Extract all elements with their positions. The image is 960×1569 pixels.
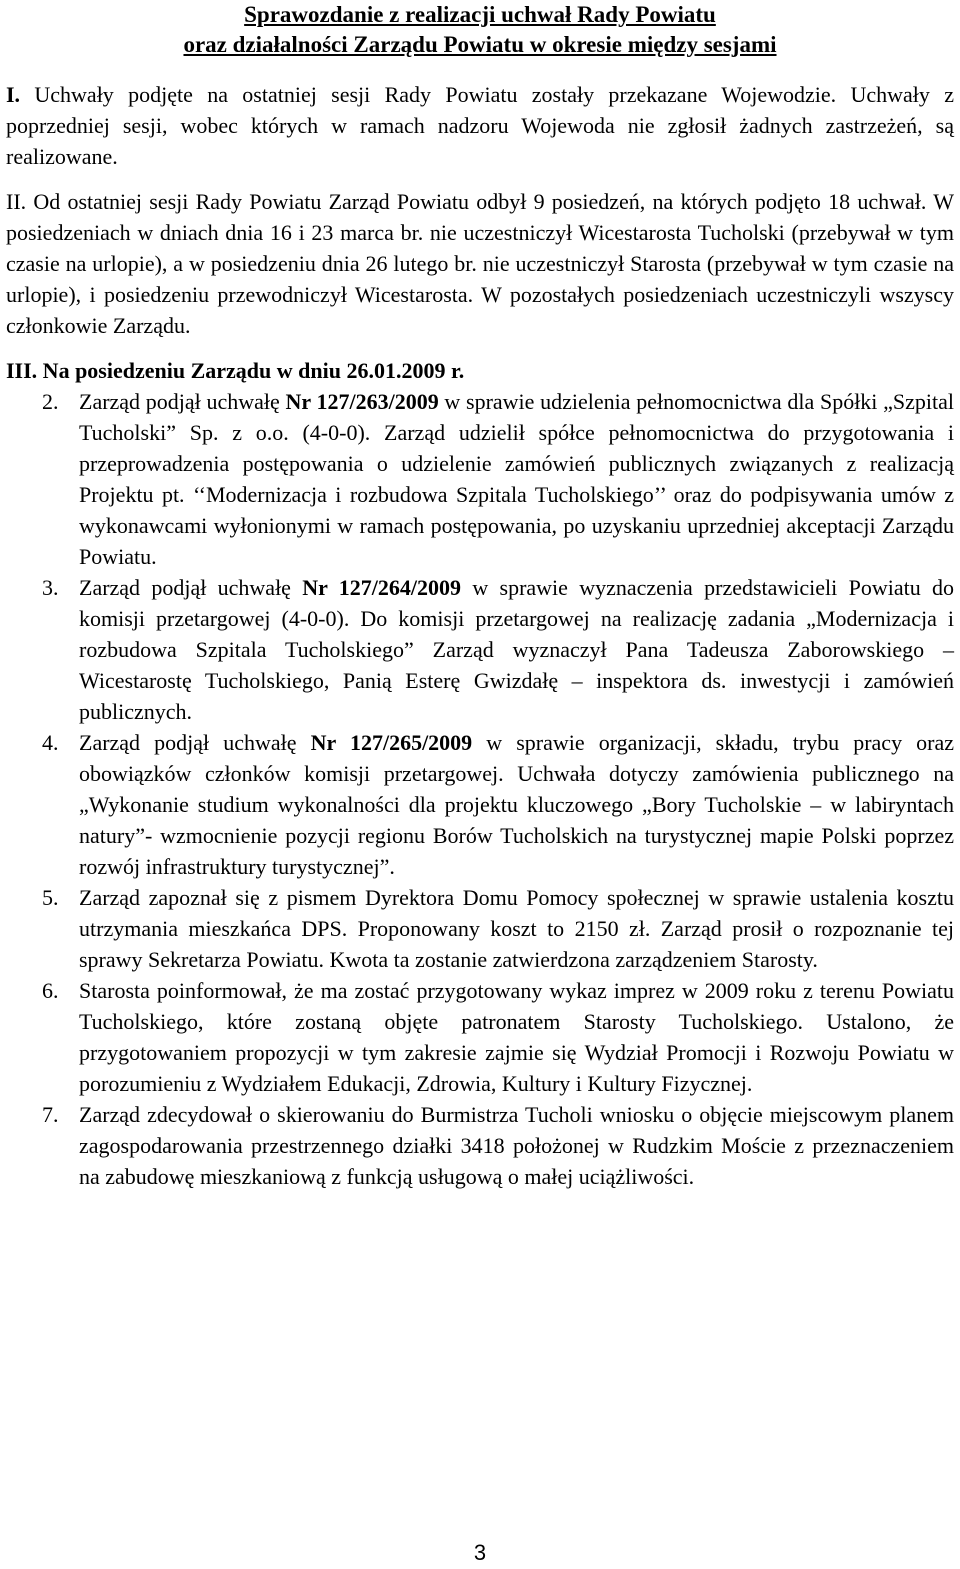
item-text: Zarząd podjął uchwałę: [79, 575, 303, 600]
item-number: 3.: [42, 575, 59, 600]
resolution-number: Nr 127/264/2009: [302, 575, 462, 600]
title-line-1: Sprawozdanie z realizacji uchwał Rady Powiatu: [244, 2, 716, 27]
item-text-rest: w sprawie udzielenia pełnomocnictwa dla Spółki „Szpital Tucholski” Sp. z o.o. (4-0-0). Zarząd udzielił spółce pełnomocnictwa do przygotowania i przeprowadzenia postępowania o udzielenie zamówień publicznych związanych z realizacją Projektu pt. ‘‘Modernizacja i rozbudowa Szpitala Tucholskiego’’ oraz do podpisywania umów z wykonawcami wyłonionymi w ramach postępowania, po uzyskaniu uprzedniej akceptacji Zarządu Powiatu.: [79, 389, 955, 569]
item-number: 4.: [42, 730, 59, 755]
item-number: 5.: [42, 885, 59, 910]
resolution-number: Nr 127/263/2009: [285, 389, 439, 414]
list-item: [6, 1099, 954, 1192]
section-3-heading: III. Na posiedzeniu Zarządu w dniu 26.01.2009 r.: [6, 358, 465, 383]
list-item: [6, 386, 954, 572]
resolution-number: Nr 127/265/2009: [310, 730, 473, 755]
list-item: [6, 727, 954, 882]
item-text-rest: w sprawie wyznaczenia przedstawicieli Powiatu do komisji przetargowej (4-0-0). Do komisji przetargowej na realizację zadania „Modernizacja i rozbudowa Szpitala Tucholskiego” Zarząd wyznaczył Pana Tadeusza Zaborowskiego – Wicestarostę Tucholskiego, Panią Esterę Gwizdałę – inspektora ds. inwestycji i zamówień publicznych.: [79, 575, 954, 724]
item-text: Starosta poinformował, że ma zostać przygotowany wykaz imprez w 2009 roku z terenu Powiatu Tucholskiego, które zostaną objęte patronatem Starosty Tucholskiego. Ustalono, że przygotowaniem propozycji w tym zakresie zajmie się Wydział Promocji i Rozwoju Powiatu w porozumieniu z Wydziałem Edukacji, Zdrowia, Kultury i Kultury Fizycznej.: [79, 978, 954, 1096]
title-line-2: oraz działalności Zarządu Powiatu w okresie między sesjami: [183, 32, 777, 57]
item-number: 6.: [42, 978, 59, 1003]
section-1: [6, 79, 954, 172]
section-3-items: [6, 386, 954, 1192]
list-item: [6, 882, 954, 975]
section-1-label: I.: [6, 82, 21, 107]
document-title: [6, 0, 954, 60]
list-item: [6, 572, 954, 727]
item-text: Zarząd zapoznał się z pismem Dyrektora Domu Pomocy społecznej w sprawie ustalenia kosztu utrzymania mieszkańca DPS. Proponowany koszt to 2150 zł. Zarząd prosił o rozpoznanie tej sprawy Sekretarza Powiatu. Kwota ta zostanie zatwierdzona zarządzeniem Starosty.: [79, 885, 954, 972]
item-text-rest: w sprawie organizacji, składu, trybu pracy oraz obowiązków członków komisji przetargowej. Uchwała dotyczy zamówienia publicznego na „Wykonanie studium wykonalności dla projektu kluczowego „Bory Tucholskie – w labiryntach natury”- wzmocnienie pozycji regionu Borów Tucholskich na turystycznej mapie Polski poprzez rozwój infrastruktury turystycznej”.: [79, 730, 955, 879]
page-number: 3: [473, 1540, 487, 1565]
section-2: II. Od ostatniej sesji Rady Powiatu Zarząd Powiatu odbył 9 posiedzeń, na których podjęto 18 uchwał. W posiedzeniach w dniach dnia 16 i 23 marca br. nie uczestniczył Wicestarosta Tucholski (przebywał w tym czasie na urlopie), a w posiedzeniu dnia 26 lutego br. nie uczestniczył Starosta (przebywał w tym czasie na urlopie), i posiedzeniu przewodniczył Wicestarosta. W pozostałych posiedzeniach uczestniczyli wszyscy członkowie Zarządu.: [6, 189, 954, 338]
item-number: 2.: [42, 389, 59, 414]
document-page: [6, 0, 954, 1192]
section-1-text: Uchwały podjęte na ostatniej sesji Rady Powiatu zostały przekazane Wojewodzie. Uchwały z poprzedniej sesji, wobec których w ramach nadzoru Wojewoda nie zgłosił żadnych zastrzeżeń, są realizowane.: [6, 82, 954, 169]
item-number: 7.: [42, 1102, 59, 1127]
list-item: [6, 975, 954, 1099]
item-text: Zarząd podjął uchwałę: [79, 389, 286, 414]
item-text: Zarząd podjął uchwałę: [79, 730, 311, 755]
item-text: Zarząd zdecydował o skierowaniu do Burmistrza Tucholi wniosku o objęcie miejscowym planem zagospodarowania przestrzennego działki 3418 położonej w Rudzkim Moście z przeznaczeniem na zabudowę mieszkaniową z funkcją usługową o małej uciążliwości.: [79, 1102, 954, 1189]
